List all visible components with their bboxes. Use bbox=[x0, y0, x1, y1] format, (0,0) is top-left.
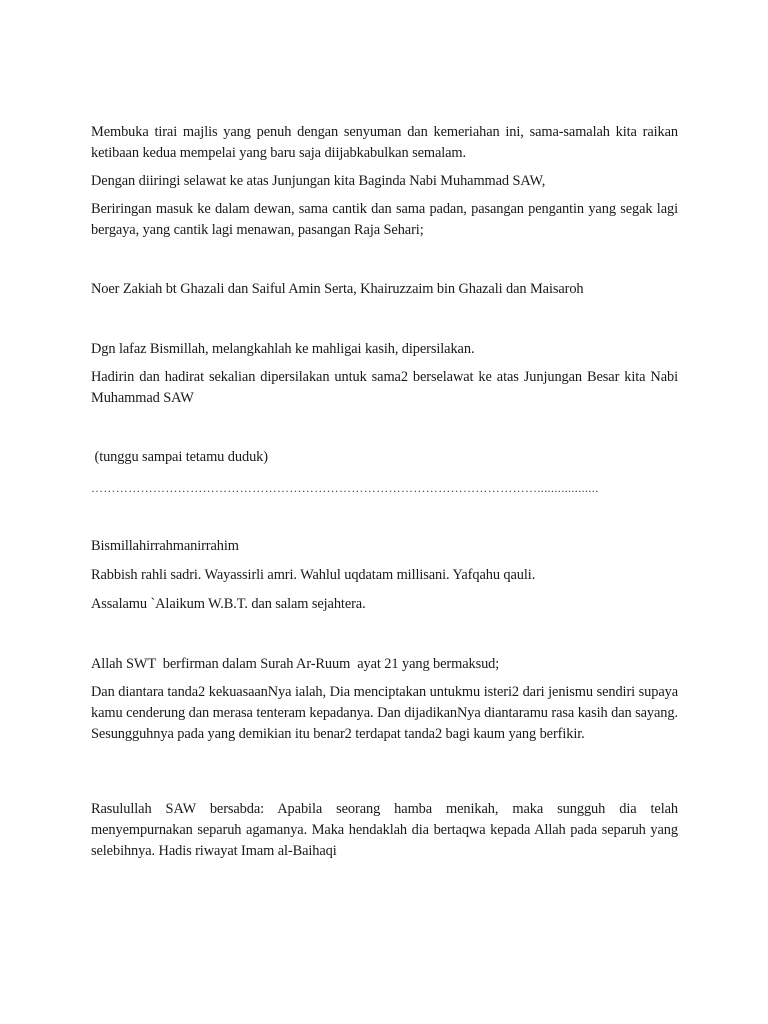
paragraph-surah-meaning: Dan diantara tanda2 kekuasaanNya ialah, Dia menciptakan untukmu isteri2 dari jenismu sendiri supaya kamu cenderung dan merasa tenteram kepadanya. Dan dijadikanNya diantaramu rasa kasih dan sayang. Sesungguhnya pada yang demikian itu benar2 terdapat tanda2 bagi kaum yang berfikir. bbox=[91, 684, 678, 742]
paragraph-bismillah-invite: Dgn lafaz Bismillah, melangkahlah ke mahligai kasih, dipersilakan. bbox=[91, 341, 475, 357]
paragraph-hadis: Rasulullah SAW bersabda: Apabila seorang hamba menikah, maka sungguh dia telah menyempurnakan separuh agamanya. Maka hendaklah dia bertaqwa kepada Allah pada separuh yang selebihnya. Hadis riwayat Imam al-Baihaqi bbox=[91, 801, 678, 859]
paragraph-beriringan: Beriringan masuk ke dalam dewan, sama cantik dan sama padan, pasangan pengantin yang segak lagi bergaya, yang cantik lagi menawan, pasangan Raja Sehari; bbox=[91, 201, 678, 238]
paragraph-stage-note: (tunggu sampai tetamu duduk) bbox=[91, 449, 268, 465]
paragraph-selawat: Dengan diiringi selawat ke atas Junjungan kita Baginda Nabi Muhammad SAW, bbox=[91, 173, 546, 189]
paragraph-salam: Assalamu `Alaikum W.B.T. dan salam sejahtera. bbox=[91, 596, 366, 612]
dotted-separator: ……………………………………………………………………………………………….................. bbox=[91, 481, 599, 495]
paragraph-hadirin: Hadirin dan hadirat sekalian dipersilakan untuk sama2 berselawat ke atas Junjungan Besar kita Nabi Muhammad SAW bbox=[91, 369, 678, 406]
paragraph-bismillahirrahmanirrahim: Bismillahirrahmanirrahim bbox=[91, 538, 239, 554]
paragraph-doa: Rabbish rahli sadri. Wayassirli amri. Wahlul uqdatam millisani. Yafqahu qauli. bbox=[91, 567, 536, 583]
paragraph-couple-names: Noer Zakiah bt Ghazali dan Saiful Amin Serta, Khairuzzaim bin Ghazali dan Maisaroh bbox=[91, 281, 584, 297]
paragraph-surah-intro: Allah SWT berfirman dalam Surah Ar-Ruum ayat 21 yang bermaksud; bbox=[91, 656, 500, 672]
paragraph-opening: Membuka tirai majlis yang penuh dengan senyuman dan kemeriahan ini, sama-samalah kita raikan ketibaan kedua mempelai yang baru saja diijabkabulkan semalam. bbox=[91, 124, 678, 161]
